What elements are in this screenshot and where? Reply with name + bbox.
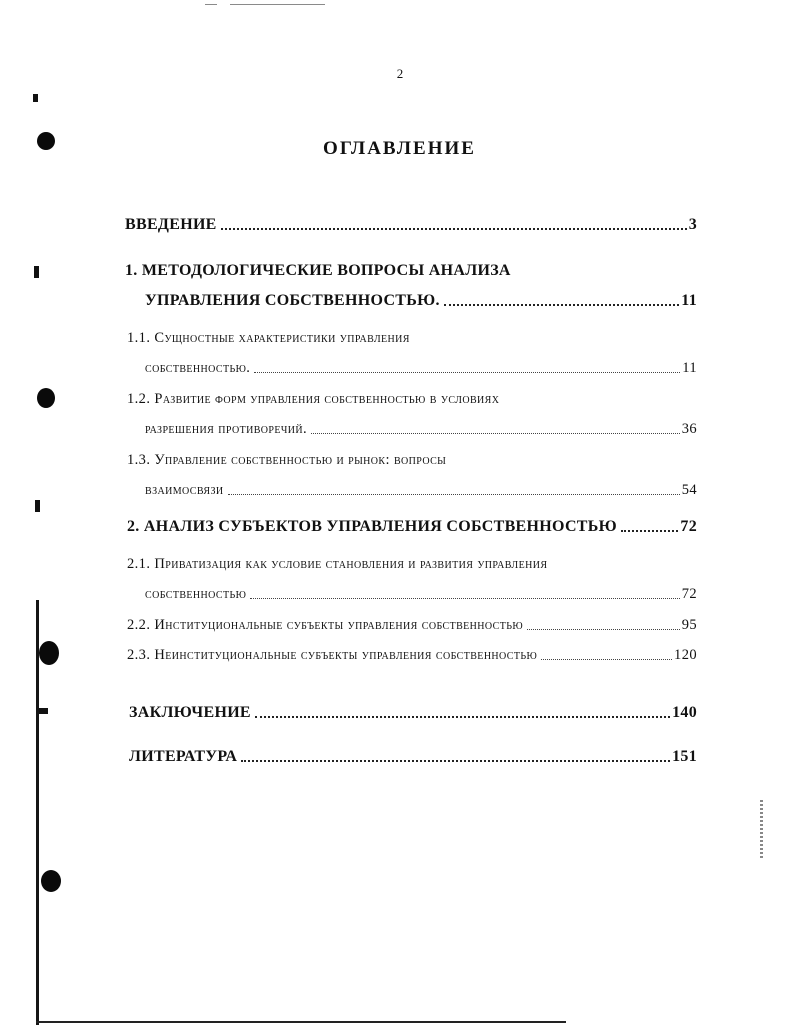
dot-leader xyxy=(541,659,672,660)
scan-artifact xyxy=(33,94,38,102)
toc-entry-1-2-cont[interactable] xyxy=(145,421,697,438)
toc-page: 120 xyxy=(674,647,697,663)
toc-page: 72 xyxy=(680,518,697,535)
dot-leader xyxy=(241,760,670,762)
toc-label: ЛИТЕРАТУРА xyxy=(129,748,238,765)
toc-entry-1-1[interactable] xyxy=(127,330,410,347)
scan-artifact xyxy=(760,800,763,860)
scan-artifact xyxy=(38,708,48,714)
toc-page: 36 xyxy=(681,421,697,437)
dot-leader xyxy=(311,433,680,434)
toc-page: 11 xyxy=(682,360,697,376)
dot-leader xyxy=(255,716,670,718)
page-number: 2 xyxy=(396,66,404,81)
dot-leader xyxy=(228,494,680,495)
punch-hole xyxy=(37,388,55,408)
toc-label: 2.3. Неинституциональные субъекты управления собственностью xyxy=(127,647,538,663)
toc-entry-chapter-1-cont[interactable] xyxy=(145,292,697,310)
scan-artifact xyxy=(205,4,217,5)
dot-leader xyxy=(254,372,680,373)
punch-hole xyxy=(41,870,61,892)
toc-label: 1.3. Управление собственностью и рынок: вопросы xyxy=(127,452,447,468)
toc-label: собственностью. xyxy=(145,360,251,376)
toc-entry-2-2[interactable] xyxy=(127,617,697,634)
toc-page: 95 xyxy=(681,617,697,633)
toc-page: 151 xyxy=(672,748,697,765)
dot-leader xyxy=(621,530,678,532)
toc-entry-1-2[interactable] xyxy=(127,391,499,408)
toc-label: 2.1. Приватизация как условие становления и развития управления xyxy=(127,556,548,572)
dot-leader xyxy=(221,228,687,230)
scan-artifact xyxy=(35,500,40,512)
toc-label: ВВЕДЕНИЕ xyxy=(125,216,217,233)
toc-page: 11 xyxy=(681,292,697,309)
scan-artifact xyxy=(34,266,39,278)
toc-label: 1.2. Развитие форм управления собственностью в условиях xyxy=(127,391,500,407)
toc-entry-1-1-cont[interactable] xyxy=(145,360,697,377)
toc-label: ЗАКЛЮЧЕНИЕ xyxy=(129,704,251,721)
punch-hole xyxy=(39,641,59,665)
scan-artifact xyxy=(230,4,325,5)
toc-page: 140 xyxy=(672,704,697,721)
toc-page: 72 xyxy=(681,586,697,602)
dot-leader xyxy=(250,598,679,599)
toc-entry-2-3[interactable] xyxy=(127,647,697,664)
dot-leader xyxy=(527,629,680,630)
toc-label: разрешения противоречий. xyxy=(145,421,308,437)
toc-entry-literature[interactable] xyxy=(129,748,697,766)
scan-artifact xyxy=(36,1021,566,1023)
dot-leader xyxy=(444,304,680,306)
toc-label: 1.1. Сущностные характеристики управления xyxy=(127,330,410,346)
toc-label: 2.2. Институциональные субъекты управления собственностью xyxy=(127,617,524,633)
toc-label: УПРАВЛЕНИЯ СОБСТВЕННОСТЬЮ. xyxy=(145,292,440,309)
toc-entry-2-1-cont[interactable] xyxy=(145,586,697,603)
toc-entry-1-3-cont[interactable] xyxy=(145,482,697,499)
toc-entry-2-1[interactable] xyxy=(127,556,547,573)
page-title: ОГЛАВЛЕНИЕ xyxy=(323,138,476,159)
scan-artifact xyxy=(36,600,39,1025)
toc-label: взаимосвязи xyxy=(145,482,224,498)
toc-entry-conclusion[interactable] xyxy=(129,704,697,722)
toc-entry-intro[interactable] xyxy=(125,216,697,234)
toc-entry-chapter-2[interactable] xyxy=(127,518,697,536)
toc-entry-chapter-1[interactable] xyxy=(125,262,511,280)
toc-label: собственностью xyxy=(145,586,247,602)
toc-label: 2. АНАЛИЗ СУБЪЕКТОВ УПРАВЛЕНИЯ СОБСТВЕННОСТЬЮ xyxy=(127,518,617,535)
toc-label: 1. МЕТОДОЛОГИЧЕСКИЕ ВОПРОСЫ АНАЛИЗА xyxy=(125,262,511,279)
toc-entry-1-3[interactable] xyxy=(127,452,446,469)
toc-page: 3 xyxy=(688,216,697,233)
toc-page: 54 xyxy=(681,482,697,498)
